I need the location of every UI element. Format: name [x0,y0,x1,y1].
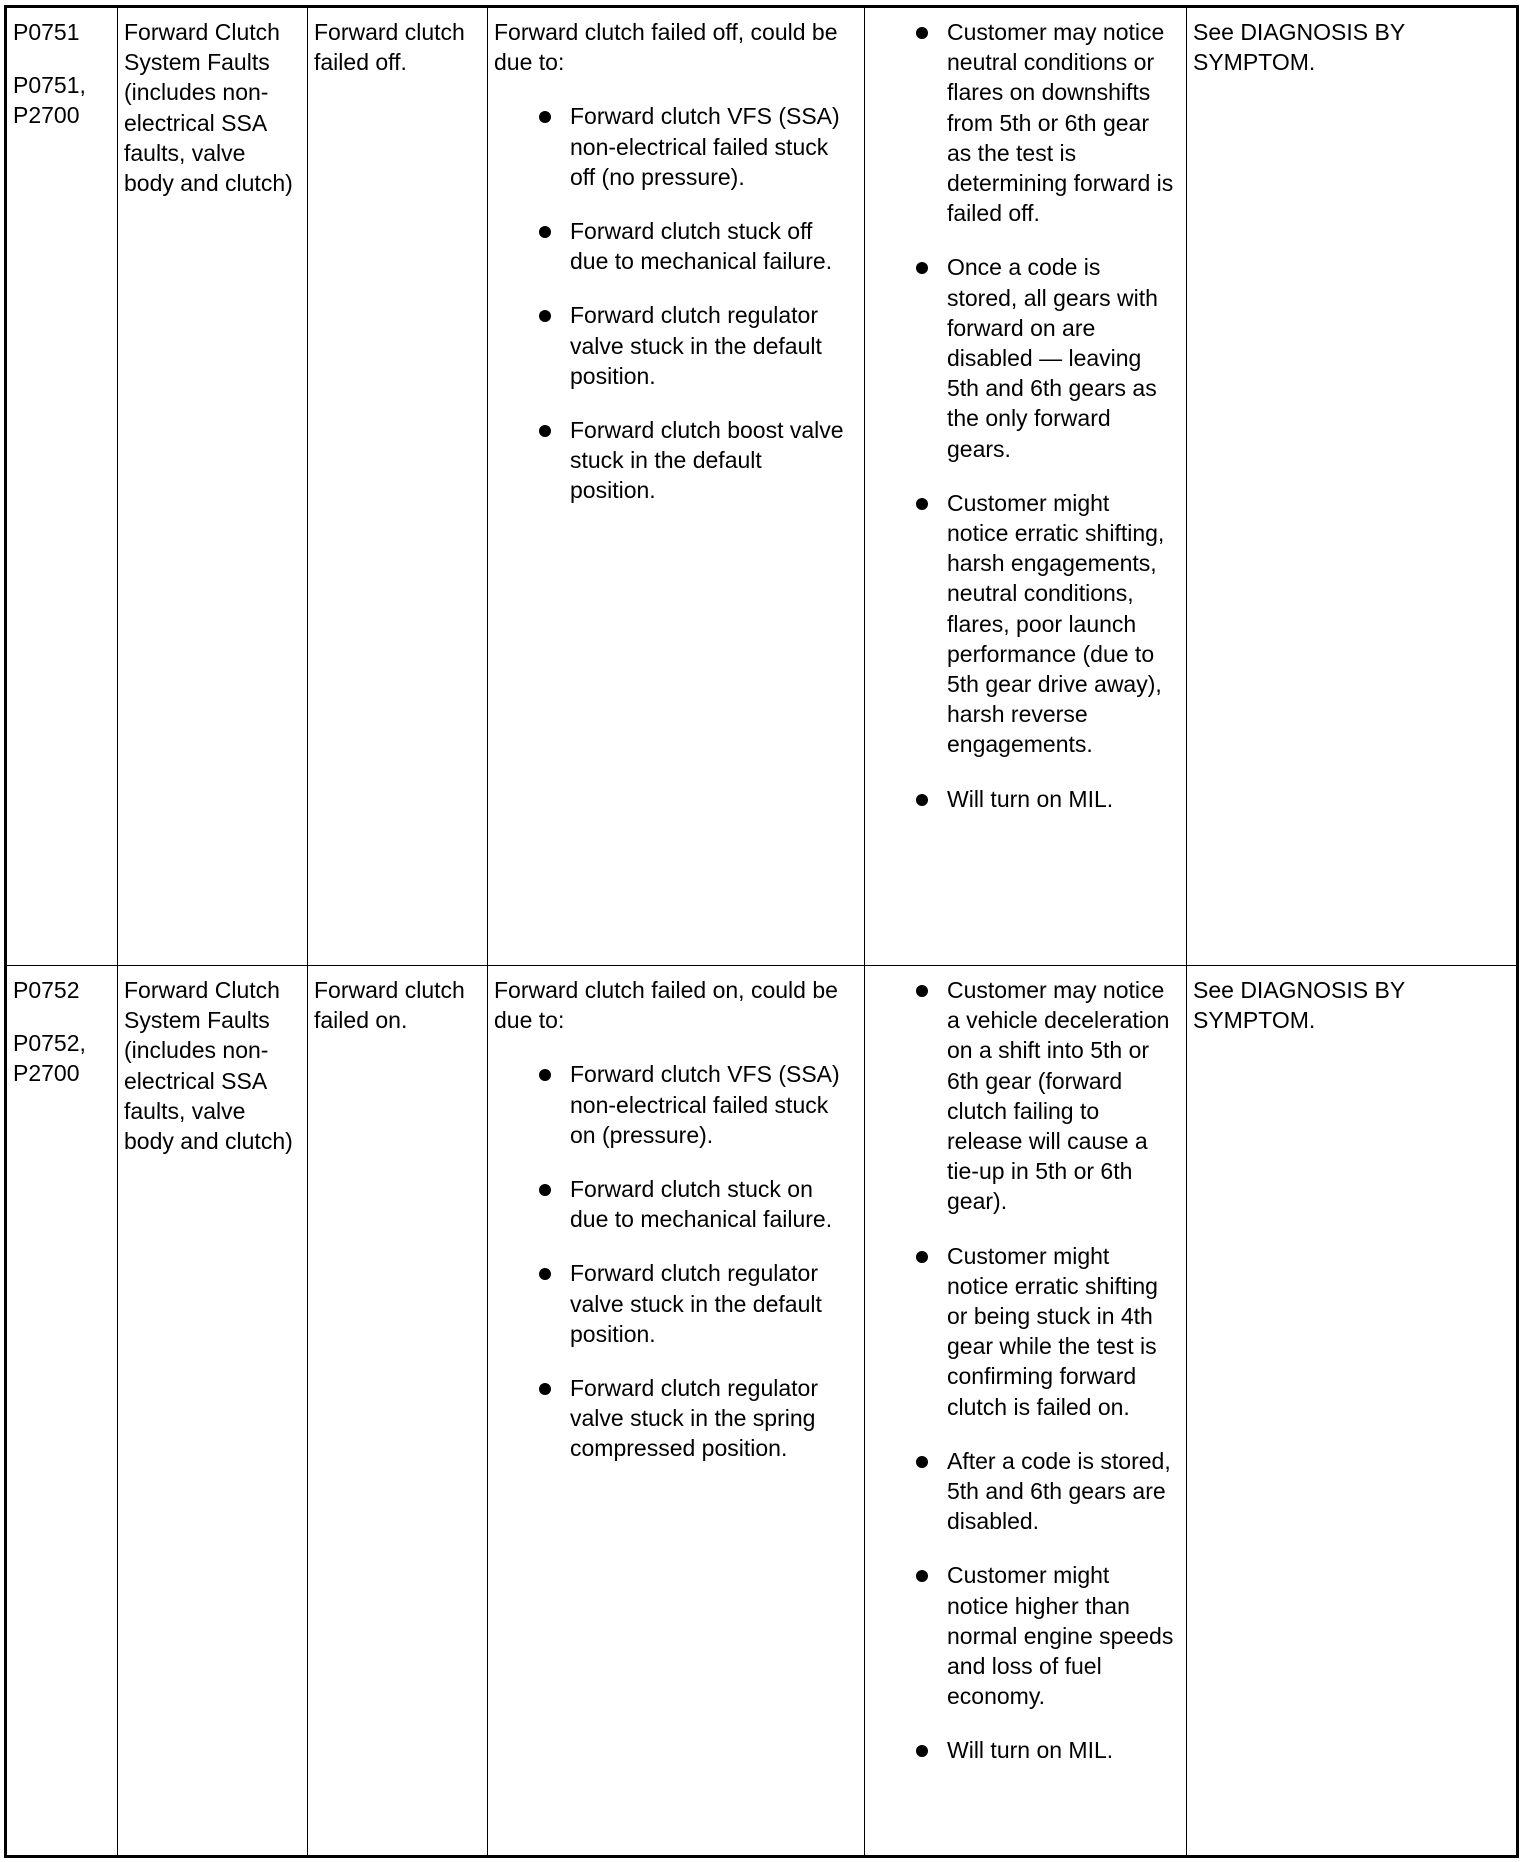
causes-list [494,1059,858,1463]
list-item: Forward clutch regulator valve stuck in the default position. [570,300,858,391]
dtc-codes-cell [6,7,118,966]
symptoms-list [871,17,1180,814]
table-row [6,7,1518,966]
dtc-codes-cell [6,966,118,1857]
causes-list [494,101,858,505]
system-text: Forward Clutch System Faults (includes non-electrical SSA faults, valve body and clutch) [124,977,293,1155]
action-cell [1187,7,1518,966]
table-row [6,966,1518,1857]
action-cell [1187,966,1518,1857]
list-item: Forward clutch regulator valve stuck in the default position. [570,1258,858,1349]
list-item: Customer might notice erratic shifting, harsh engagements, neutral conditions, flares, poor launch performance (due to 5th gear drive away), harsh reverse engagements. [947,488,1180,760]
list-item: Customer may notice neutral conditions or flares on downshifts from 5th or 6th gear as the test is determining forward is failed off. [947,17,1180,228]
symptoms-cell [865,7,1187,966]
list-item: Forward clutch VFS (SSA) non-electrical failed stuck on (pressure). [570,1059,858,1150]
dtc-table [4,5,1519,1858]
dtc-code: P0751, P2700 [13,72,86,129]
causes-cell [488,966,865,1857]
symptoms-list [871,975,1180,1766]
list-item: Customer might notice erratic shifting or being stuck in 4th gear while the test is confirming forward clutch is failed on. [947,1241,1180,1422]
list-item: Once a code is stored, all gears with forward on are disabled — leaving 5th and 6th gears as the only forward gears. [947,252,1180,463]
action-text: See DIAGNOSIS BY SYMPTOM. [1193,977,1405,1034]
list-item: Forward clutch stuck on due to mechanical failure. [570,1174,858,1234]
list-item: Forward clutch boost valve stuck in the default position. [570,415,858,506]
description-text: Forward clutch failed off. [314,19,465,76]
list-item: Will turn on MIL. [947,784,1180,814]
symptoms-cell [865,966,1187,1857]
causes-cell [488,7,865,966]
system-cell [118,966,308,1857]
list-item: Will turn on MIL. [947,1735,1180,1765]
cause-intro: Forward clutch failed on, could be due to: [494,977,838,1034]
list-item: Customer might notice higher than normal engine speeds and loss of fuel economy. [947,1560,1180,1711]
list-item: Customer may notice a vehicle deceleration on a shift into 5th or 6th gear (forward clutch failing to release will cause a tie-up in 5th or 6th gear). [947,975,1180,1217]
list-item: Forward clutch regulator valve stuck in the spring compressed position. [570,1373,858,1464]
list-item: After a code is stored, 5th and 6th gears are disabled. [947,1446,1180,1537]
list-item: Forward clutch stuck off due to mechanical failure. [570,216,858,276]
list-item: Forward clutch VFS (SSA) non-electrical failed stuck off (no pressure). [570,101,858,192]
description-cell [308,966,488,1857]
action-text: See DIAGNOSIS BY SYMPTOM. [1193,19,1405,76]
description-text: Forward clutch failed on. [314,977,465,1034]
dtc-code: P0751 [13,19,80,45]
dtc-code: P0752 [13,977,80,1003]
dtc-code: P0752, P2700 [13,1030,86,1087]
cause-intro: Forward clutch failed off, could be due to: [494,19,838,76]
description-cell [308,7,488,966]
system-cell [118,7,308,966]
system-text: Forward Clutch System Faults (includes non-electrical SSA faults, valve body and clutch) [124,19,293,197]
